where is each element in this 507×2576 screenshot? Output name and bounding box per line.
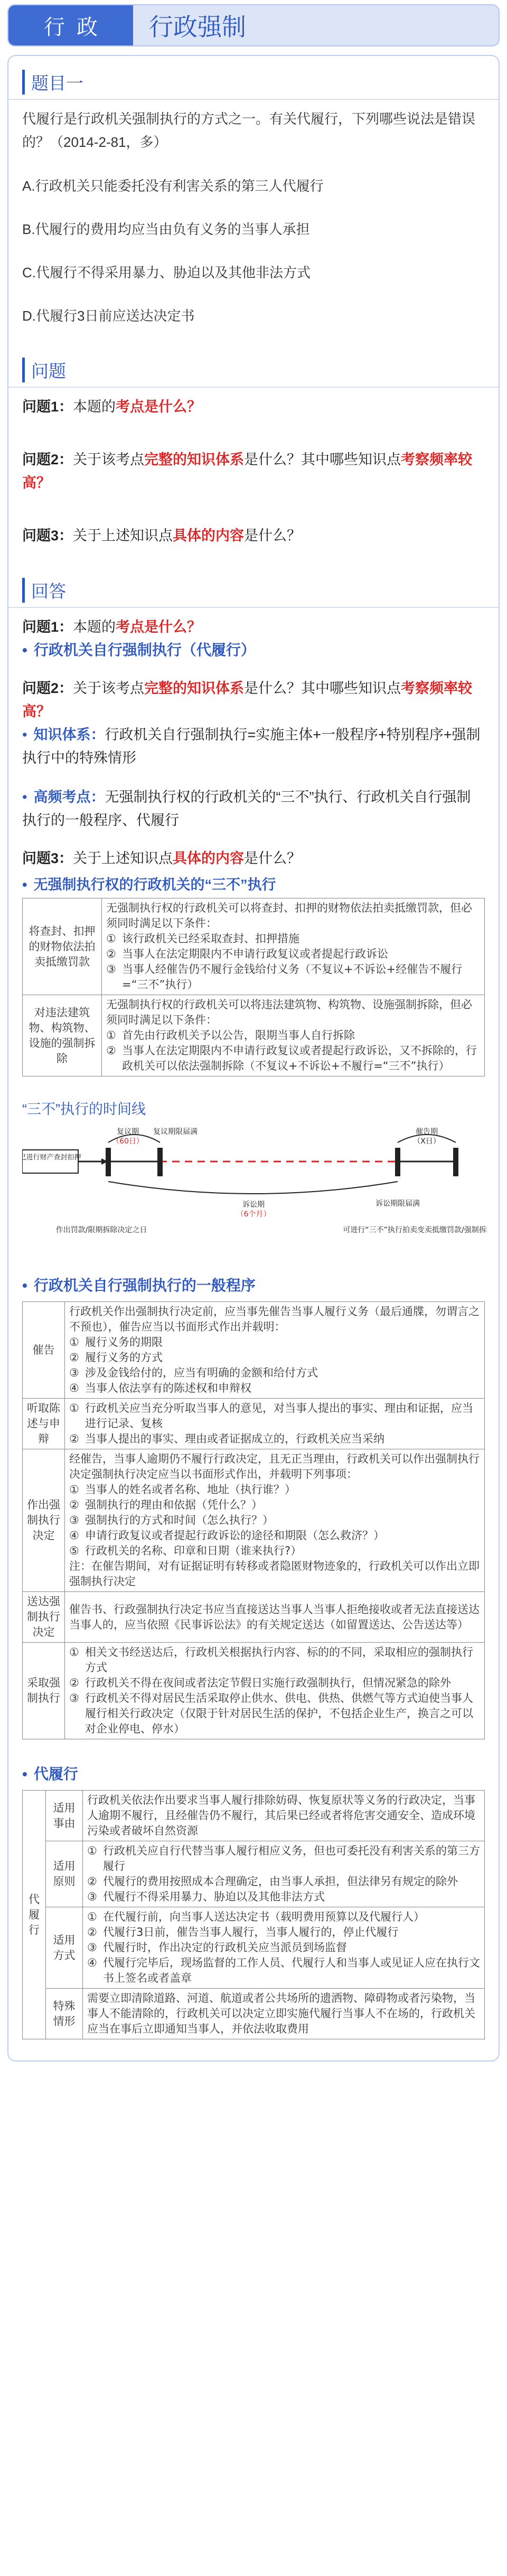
table-row	[23, 1841, 485, 1907]
table-row-head: 将查封、扣押的财物依法拍卖抵缴罚款	[23, 898, 102, 995]
problem-q2: 问题2：关于该考点完整的知识体系是什么？其中哪些知识点考察频率较高？	[22, 452, 473, 491]
timeline-lit-due: 诉讼期限届满	[375, 1200, 420, 1208]
knowledge-system: • 知识体系：行政机关自行强制执行=实施主体+一般程序+特别程序+强制执行中的特殊情形	[22, 727, 481, 766]
table-row	[23, 898, 485, 995]
subject-tag: 行政	[8, 5, 133, 45]
content-card	[7, 55, 500, 2062]
option-a: A.行政机关只能委托没有利害关系的第三人代履行	[22, 178, 324, 194]
category-substitute-performance: • 代履行	[22, 1766, 78, 1782]
table-cell: ① 相关文书经送达后，行政机关根据执行内容、标的的不同，采取相应的强制执行方式 ② 行政机关不得在夜间或者法定节假日实施行政强制执行，但情况紧急的除外 ③ 行政机关不得对居民生活采取停止供水、供电、供热、供燃气等方式迫使当事人履行相关行政决定（仅限于针对居民生活的保护，不包括企业生产，换言之可以对企业停电、停水）	[65, 1643, 485, 1739]
table-row	[23, 1643, 485, 1739]
timeline-urge-days: （X日）	[413, 1137, 440, 1146]
table-row-head: 对违法建筑物、构筑物、设施的强制拆除	[23, 995, 102, 1076]
timeline-recon-due: 复议期限届满	[153, 1128, 198, 1136]
answer-q2: 问题2：关于该考点完整的知识体系是什么？其中哪些知识点考察频率较高？	[22, 680, 473, 719]
table-row-head: 适用原则	[46, 1841, 83, 1907]
table-row-head: 作出强制执行决定	[23, 1449, 65, 1592]
timeline-lit-months: （6个月）	[236, 1210, 271, 1219]
table-cell: 行政机关依法作出要求当事人履行排除妨碍、恢复原状等义务的行政决定，当事人逾期不履行，且经催告仍不履行，其后果已经或者将危害交通安全、造成环境污染或者破坏自然资源	[83, 1791, 485, 1841]
problem-section-title: 问题	[22, 358, 66, 382]
answer-1: • 行政机关自行强制执行（代履行）	[22, 642, 256, 658]
timeline-end-caption: 可进行“三不”执行拍卖变卖抵缴罚款/强制拆除	[343, 1226, 487, 1234]
divider	[8, 607, 499, 608]
general-procedure-table	[22, 1301, 485, 1739]
timeline-recon-label: 复议期	[117, 1128, 139, 1136]
option-c: C.代履行不得采用暴力、胁迫以及其他非法方式	[22, 265, 311, 280]
table-cell: ① 行政机关应自行代替当事人履行相应义务，但也可委托没有利害关系的第三方履行 ② 代履行的费用按照成本合理确定，由当事人承担，但法律另有规定的除外 ③ 代履行不得采用暴力、胁迫以及其他非法方式	[83, 1841, 485, 1907]
table-row-head: 催告	[23, 1302, 65, 1399]
table1-title: • 无强制执行权的行政机关的“三不”执行	[22, 877, 276, 893]
timeline-start-box-text: 已进行财产查封扣押	[22, 1154, 81, 1161]
timeline-marker-lit-due	[395, 1148, 400, 1176]
timeline-diagram	[22, 1127, 487, 1248]
answer-q1: 问题1：本题的考点是什么？	[22, 619, 202, 635]
problem-q3: 问题3：关于上述知识点具体的内容是什么？	[22, 528, 302, 544]
substitute-performance-table	[22, 1790, 485, 2039]
answer-section-title: 回答	[22, 578, 66, 603]
table-row	[23, 1302, 485, 1399]
table-row-head: 特殊情形	[46, 1989, 83, 2039]
table-cell: 无强制执行权的行政机关可以将查封、扣押的财物依法拍卖抵缴罚款，但必须同时满足以下条件： ① 该行政机关已经采取查封、扣押措施 ② 当事人在法定期限内不申请行政复议或者提起行政诉讼 ③ 当事人经催告仍不履行金钱给付义务（不复议+不诉讼+经催告不履行=“三不”执行）	[102, 898, 485, 995]
timeline-marker-recon-due	[157, 1148, 163, 1176]
timeline-title: “三不”执行的时间线	[22, 1101, 146, 1117]
table-cell: 催告书、行政强制执行决定书应当直接送达当事人当事人拒绝接收或者无法直接送达当事人的，应当依照《民事诉讼法》的有关规定送达（如留置送达、公告送达等）	[65, 1592, 485, 1643]
table-cell: 无强制执行权的行政机关可以将违法建筑物、构筑物、设施强制拆除，但必须同时满足以下条件： ① 首先由行政机关予以公告，限期当事人自行拆除 ② 当事人在法定期限内不申请行政复议或者提起行政诉讼，又不拆除的，行政机关可以依法强制拆除（不复议+不诉讼+不履行=“三不”执行）	[102, 995, 485, 1076]
table-cell: 行政机关作出强制执行决定前，应当事先催告当事人履行义务（最后通牒，勿谓言之不预也），催告应当以书面形式作出并载明： ① 履行义务的期限 ② 履行义务的方式 ③ 涉及金钱给付的，应当有明确的金额和给付方式 ④ 当事人依法享有的陈述权和申辩权	[65, 1302, 485, 1399]
high-frequency-points: • 高频考点：无强制执行权的行政机关的“三不”执行、行政机关自行强制执行的一般程序、代履行	[22, 789, 471, 828]
timeline-marker-start	[106, 1148, 111, 1176]
timeline-start-caption: 作出罚款/限期拆除决定之日	[55, 1226, 147, 1234]
table-row-head: 采取强制执行	[23, 1643, 65, 1739]
table-row-head: 送达强制执行决定	[23, 1592, 65, 1643]
table-row	[23, 1989, 485, 2039]
table-row	[23, 1907, 485, 1989]
question-section-title: 题目一	[22, 70, 83, 95]
table-row-head: 适用方式	[46, 1907, 83, 1989]
table-row	[23, 1791, 485, 1841]
answer-q3: 问题3：关于上述知识点具体的内容是什么？	[22, 850, 302, 866]
table-row	[23, 1449, 485, 1592]
table-cell: 需要立即清除道路、河道、航道或者公共场所的遗洒物、障碍物或者污染物，当事人不能清除的，行政机关可以决定立即实施代履行当事人不在场的，行政机关应当在事后立即通知当事人，并依法收取费用	[83, 1989, 485, 2039]
table-group-head: 代履行	[23, 1791, 46, 2039]
category-general-procedure: • 行政机关自行强制执行的一般程序	[22, 1277, 256, 1294]
option-b: B.代履行的费用均应当由负有义务的当事人承担	[22, 221, 310, 237]
timeline-marker-end	[453, 1148, 458, 1176]
table-row-head: 听取陈述与申辩	[23, 1399, 65, 1449]
table-cell: ① 在代履行前，向当事人送达决定书（载明费用预算以及代履行人） ② 代履行3日前，催告当事人履行，当事人履行的，停止代履行 ③ 代履行时，作出决定的行政机关应当派员到场监督 ④ 代履行完毕后，现场监督的工作人员、代履行人和当事人或见证人应在执行文书上签名或者盖章	[83, 1907, 485, 1989]
page-header	[7, 4, 500, 46]
table-row	[23, 1399, 485, 1449]
three-no-table	[22, 898, 485, 1076]
table-row	[23, 1592, 485, 1643]
table-row	[23, 995, 485, 1076]
timeline-recon-days: （60日）	[112, 1137, 144, 1146]
divider	[8, 387, 499, 388]
table-row-head: 适用事由	[46, 1791, 83, 1841]
timeline-urge-label: 催告期	[416, 1128, 438, 1136]
timeline-lit-label: 诉讼期	[242, 1201, 265, 1209]
table-cell: ① 行政机关应当充分听取当事人的意见，对当事人提出的事实、理由和证据，应当进行记录、复核 ② 当事人提出的事实、理由或者证据成立的，行政机关应当采纳	[65, 1399, 485, 1449]
table-cell: 经催告，当事人逾期仍不履行行政决定，且无正当理由，行政机关可以作出强制执行决定强制执行决定应当以书面形式作出，并载明下列事项： ① 当事人的姓名或者名称、地址（执行谁？） ② 强制执行的理由和依据（凭什么？） ③ 强制执行的方式和时间（怎么执行？） ④ 申请行政复议或者提起行政诉讼的途径和期限（怎么救济？） ⑤ 行政机关的名称、印章和日期（谁来执行?） 注：在催告期间，对有证据证明有转移或者隐匿财物迹象的，行政机关可以作出立即强制执行决定	[65, 1449, 485, 1592]
option-d: D.代履行3日前应送达决定书	[22, 308, 195, 324]
divider	[8, 99, 499, 100]
problem-q1: 问题1：本题的考点是什么？	[22, 399, 202, 415]
question-stem: 代履行是行政机关强制执行的方式之一。有关代履行，下列哪些说法是错误的？（2014-2-81，多）	[22, 111, 476, 150]
page-title: 行政强制	[149, 13, 246, 41]
